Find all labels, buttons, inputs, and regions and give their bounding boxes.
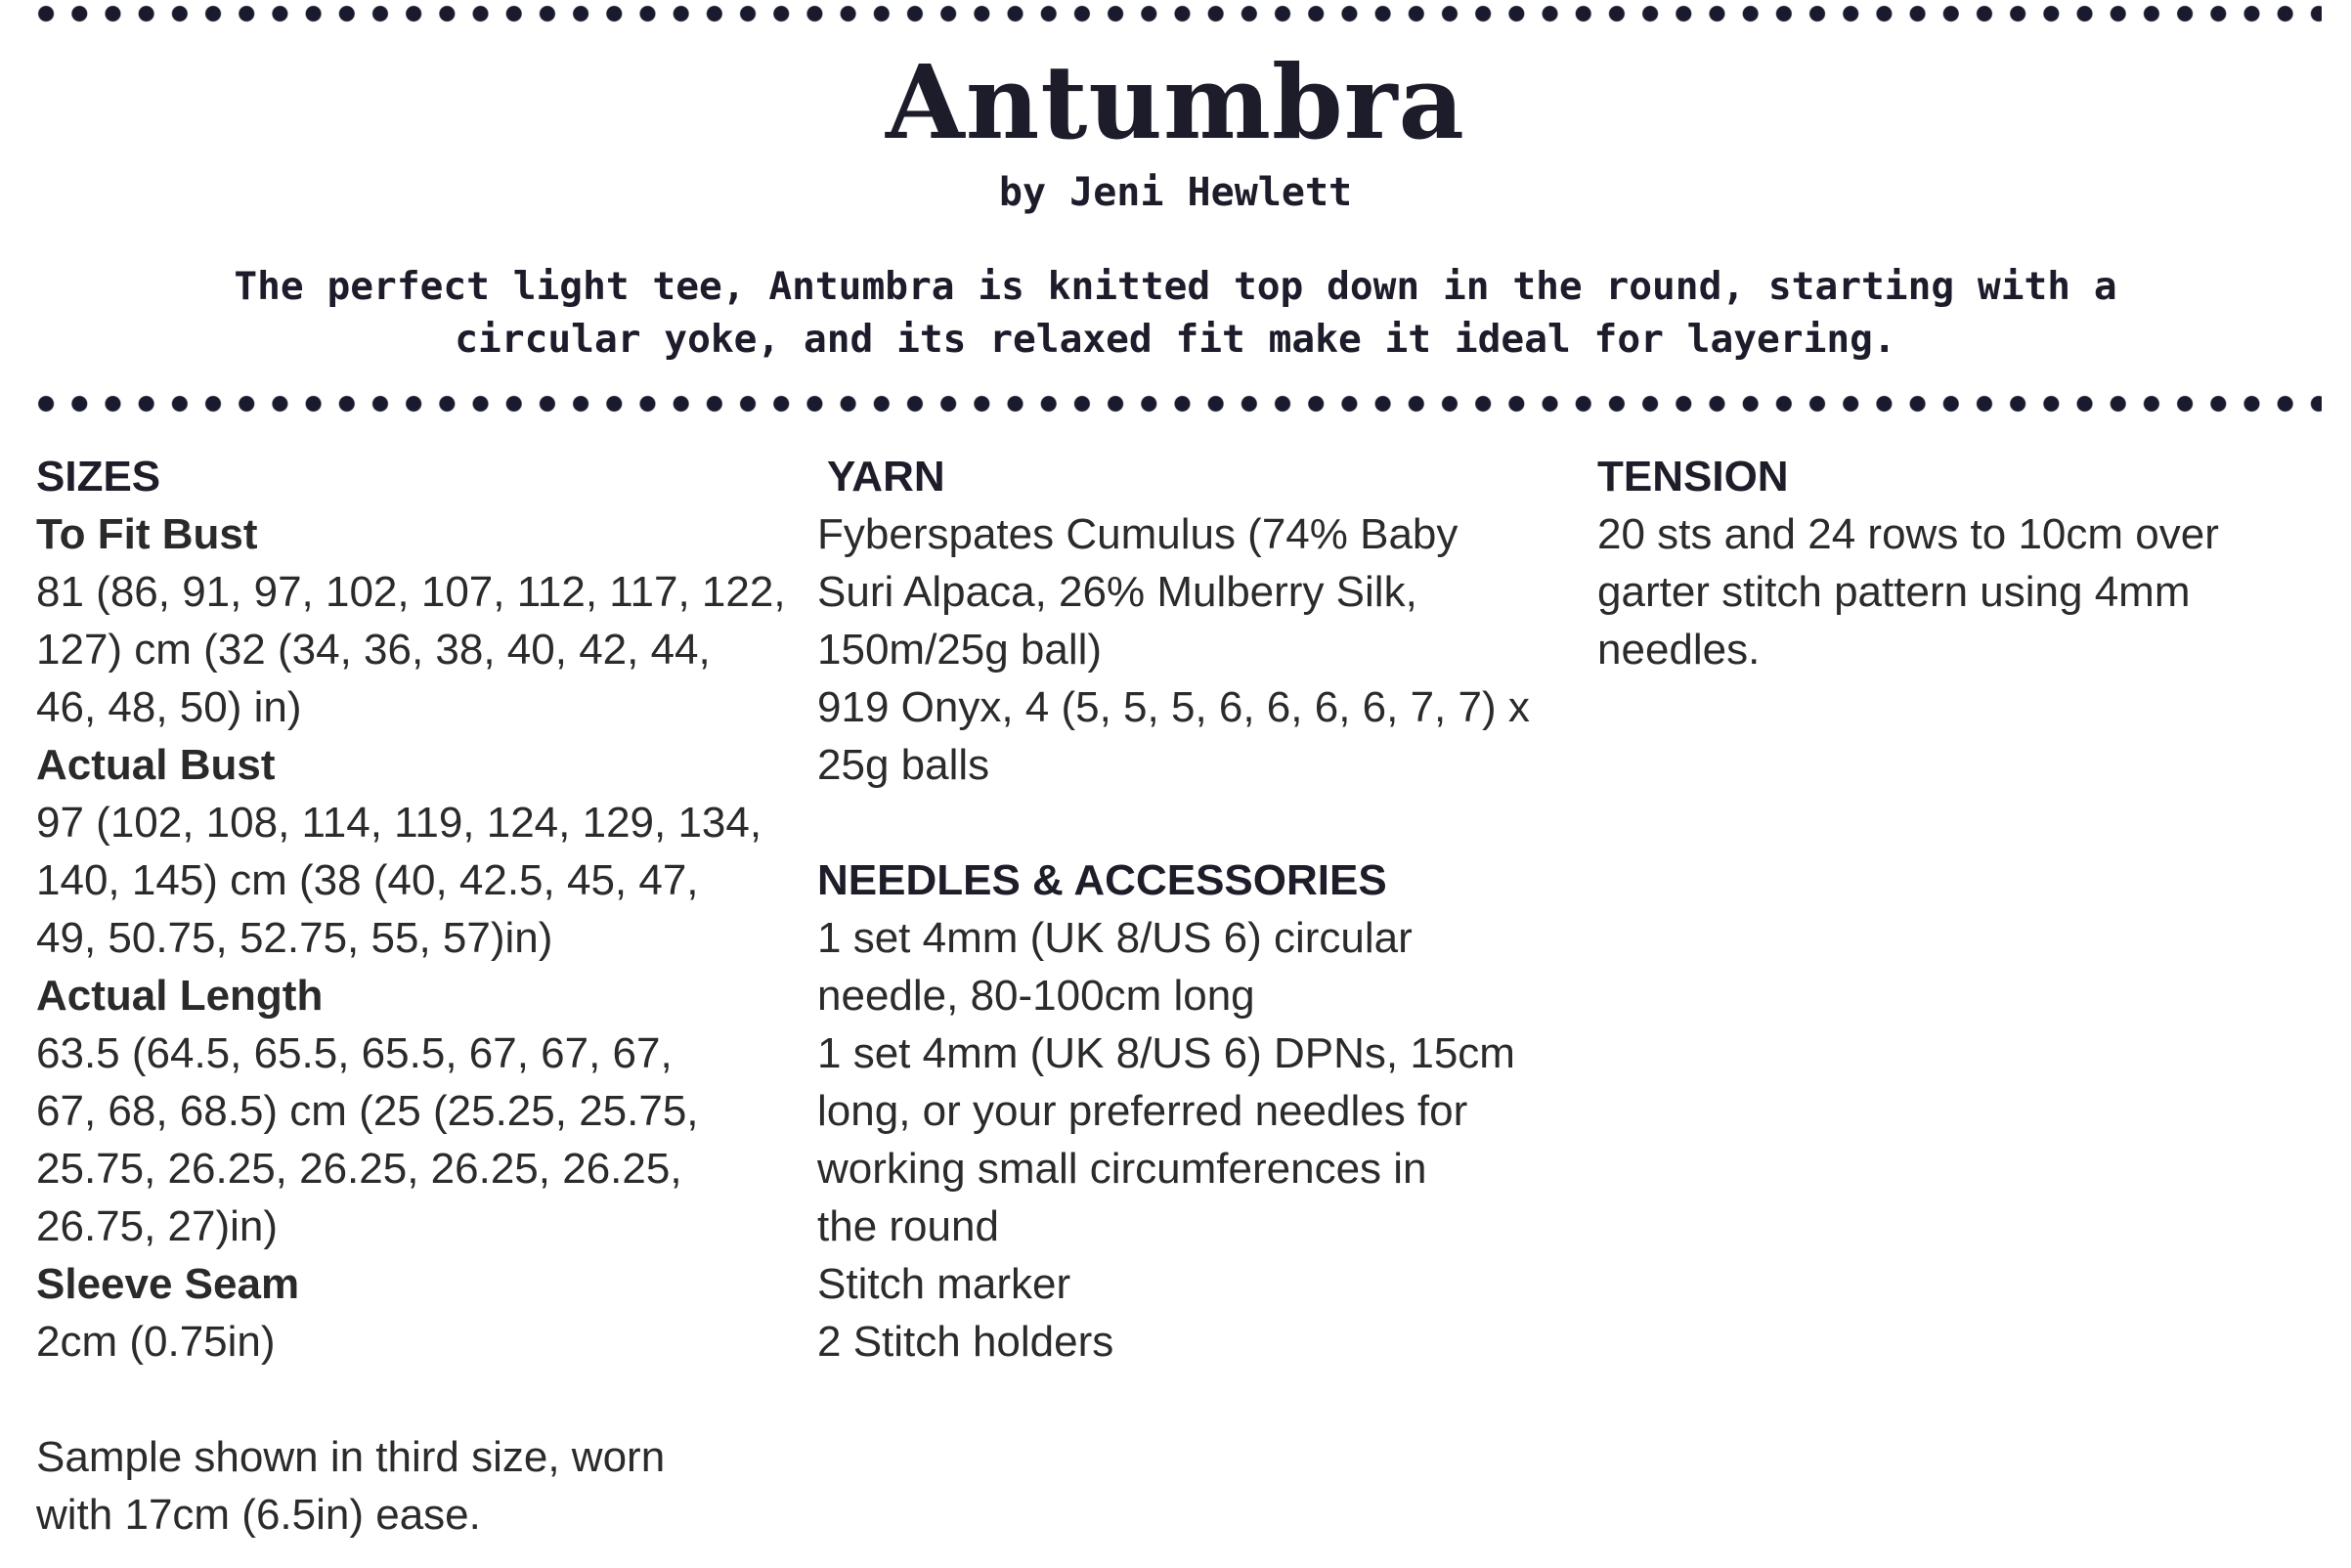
yarn-line: 150m/25g ball) bbox=[817, 626, 1103, 674]
needles-line: long, or your preferred needles for bbox=[817, 1087, 1468, 1135]
yarn-line: Suri Alpaca, 26% Mulberry Silk, bbox=[817, 568, 1417, 616]
needles-line: 1 set 4mm (UK 8/US 6) circular bbox=[817, 914, 1413, 962]
designer-byline: by Jeni Hewlett bbox=[998, 170, 1353, 215]
yarn-line: 919 Onyx, 4 (5, 5, 5, 6, 6, 6, 6, 7, 7) x bbox=[817, 683, 1530, 731]
tension-line: needles. bbox=[1597, 626, 1761, 674]
actual-bust-value: 49, 50.75, 52.75, 55, 57)in) bbox=[36, 914, 553, 962]
sleeve-seam-value: 2cm (0.75in) bbox=[36, 1318, 276, 1366]
yarn-line: 25g balls bbox=[817, 741, 990, 789]
actual-bust-value: 97 (102, 108, 114, 119, 124, 129, 134, bbox=[36, 799, 762, 847]
yarn-heading: YARN bbox=[827, 453, 945, 501]
actual-length-value: 25.75, 26.25, 26.25, 26.25, 26.25, bbox=[36, 1145, 682, 1193]
fit-bust-label: To Fit Bust bbox=[36, 510, 258, 558]
yarn-line: Fyberspates Cumulus (74% Baby bbox=[817, 510, 1458, 558]
spacer bbox=[36, 1371, 760, 1428]
sample-note: Sample shown in third size, worn bbox=[36, 1433, 666, 1481]
dotted-divider-bottom bbox=[29, 394, 2322, 414]
actual-bust-label: Actual Bust bbox=[36, 741, 276, 789]
sample-note: with 17cm (6.5in) ease. bbox=[36, 1491, 481, 1539]
actual-length-value: 67, 68, 68.5) cm (25 (25.25, 25.75, bbox=[36, 1087, 699, 1135]
needles-line: 2 Stitch holders bbox=[817, 1318, 1114, 1366]
fit-bust-value: 127) cm (32 (34, 36, 38, 40, 42, 44, bbox=[36, 626, 711, 674]
fit-bust-value: 46, 48, 50) in) bbox=[36, 683, 302, 731]
needles-line: needle, 80-100cm long bbox=[817, 972, 1255, 1020]
actual-bust-value: 140, 145) cm (38 (40, 42.5, 45, 47, bbox=[36, 856, 699, 904]
intro-line: The perfect light tee, Antumbra is knitted top down in the round, starting with a bbox=[234, 264, 2117, 309]
tension-heading: TENSION bbox=[1597, 453, 1789, 501]
tension-column bbox=[1597, 448, 2321, 678]
pattern-title: Antumbra bbox=[886, 42, 1465, 162]
actual-length-value: 63.5 (64.5, 65.5, 65.5, 67, 67, 67, bbox=[36, 1029, 673, 1077]
sleeve-seam-label: Sleeve Seam bbox=[36, 1260, 300, 1308]
pattern-intro bbox=[147, 260, 2204, 366]
intro-line: circular yoke, and its relaxed fit make it ideal for layering. bbox=[455, 317, 1896, 362]
dotted-divider-top bbox=[29, 4, 2322, 23]
needles-line: working small circumferences in bbox=[817, 1145, 1427, 1193]
actual-length-label: Actual Length bbox=[36, 972, 324, 1020]
actual-length-value: 26.75, 27)in) bbox=[36, 1202, 279, 1250]
fit-bust-value: 81 (86, 91, 97, 102, 107, 112, 117, 122, bbox=[36, 568, 786, 616]
yarn-needles-column bbox=[817, 448, 1560, 1371]
tension-line: 20 sts and 24 rows to 10cm over bbox=[1597, 510, 2219, 558]
sizes-column bbox=[36, 448, 786, 1544]
spacer bbox=[817, 794, 1560, 851]
tension-line: garter stitch pattern using 4mm bbox=[1597, 568, 2191, 616]
needles-line: the round bbox=[817, 1202, 999, 1250]
needles-line: Stitch marker bbox=[817, 1260, 1071, 1308]
needles-line: 1 set 4mm (UK 8/US 6) DPNs, 15cm bbox=[817, 1029, 1515, 1077]
sizes-heading: SIZES bbox=[36, 453, 161, 501]
needles-heading: NEEDLES & ACCESSORIES bbox=[817, 856, 1387, 904]
